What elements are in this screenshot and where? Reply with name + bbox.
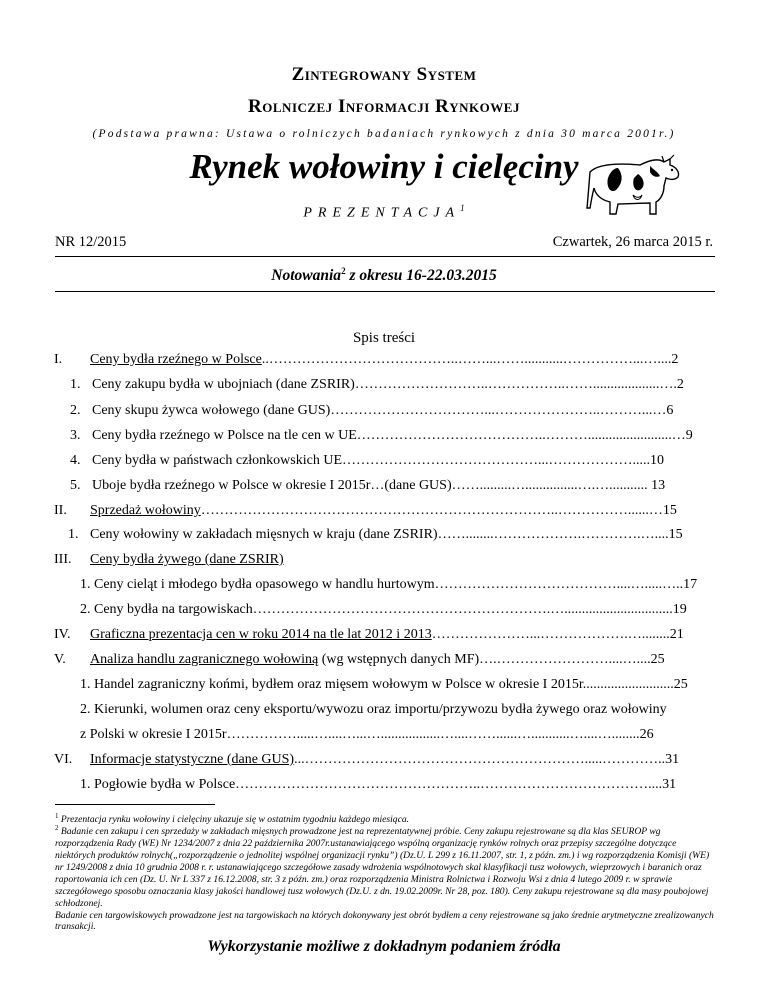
toc-entry[interactable] (90, 552, 715, 568)
toc-entry-text: 1. Handel zagraniczny końmi, bydłem oraz mięsem wołowym w Polsce w okresie I 2015r (80, 677, 583, 692)
toc-num: I. (54, 352, 63, 367)
toc-entry-page: 17 (683, 577, 698, 592)
toc-entry[interactable] (92, 377, 715, 393)
toc-entry-dots: …………………………………....….....….. (434, 577, 684, 592)
footnote-1-number: 1 (55, 812, 59, 820)
footnote-3-text: Badanie cen targowiskowych prowadzone jest na targowiskach na których dokonywany jest obrót bydłem a ceny rejestrowane są jako średnie arytmetyczne zrealizowanych transakcji. (55, 909, 714, 933)
toc-entry-text: 2. Kierunki, wolumen oraz ceny eksportu/wywozu oraz importu/przywozu bydła żywego oraz wołowiny (80, 702, 667, 717)
toc-entry[interactable] (80, 602, 715, 618)
footnote-divider (55, 804, 215, 805)
toc-entry-text-suffix: (wg wstępnych danych MF) (318, 652, 480, 667)
quotes-footnote-ref: 2 (341, 266, 346, 276)
toc-entry-text: Ceny bydła rzeźnego w Polsce (90, 352, 262, 367)
header-line-2: Rolniczej Informacji Rynkowej (248, 96, 520, 117)
toc-entry[interactable] (80, 727, 715, 743)
toc-entry-page: 19 (672, 602, 687, 617)
toc-entry[interactable] (90, 503, 715, 519)
toc-entry-dots: ……........……………….………….….... (437, 527, 669, 542)
subtitle-footnote-ref: 1 (460, 203, 465, 213)
divider-bottom (55, 291, 715, 292)
toc-entry-text: Analiza handlu zagranicznego wołowiną (90, 652, 319, 667)
toc-entry-dots: ...…………………………………………………….....………….. (294, 752, 666, 767)
footnote-1-text: Prezentacja rynku wołowiny i cielęciny ukazuje się w ostatnim tygodniu każdego miesiąca. (58, 814, 410, 826)
toc-entry-text: Graficzna prezentacja cen w roku 2014 na tle lat 2012 i 2013 (90, 627, 432, 642)
toc-entry-page: 2 (676, 377, 684, 392)
toc-entry-text: Informacje statystyczne (dane GUS) (90, 752, 295, 767)
toc-entry-page: 6 (666, 403, 674, 418)
usage-note: Wykorzystanie możliwe z dokładnym podaniem źródła (207, 938, 561, 955)
footnote-2-number: 2 (55, 824, 59, 832)
legal-basis: (Podstawa prawna: Ustawa o rolniczych badaniach rynkowych z dnia 30 marca 2001r.) (92, 128, 676, 140)
toc-num: V. (54, 652, 66, 667)
toc-entry-dots: …………………………………………………………………..……………......… (200, 503, 663, 518)
toc-num: 4. (70, 453, 81, 468)
toc-entry-page: 31 (662, 777, 677, 792)
toc-title: Spis treści (352, 330, 416, 346)
toc-entry-page: 13 (651, 478, 666, 493)
toc-entry-text: Ceny skupu żywca wołowego (dane GUS) (92, 403, 331, 418)
quotes-range: z okresu 16-22.03.2015 (345, 267, 497, 285)
toc-entry[interactable] (92, 428, 715, 444)
toc-entry-text: 2. Ceny bydła na targowiskach (80, 602, 253, 617)
toc-entry-page: 10 (650, 453, 664, 468)
toc-entry-text: Ceny bydła rzeźnego w Polsce na tle cen w UE (92, 428, 357, 443)
header-line-1: Zintegrowany System (291, 64, 477, 85)
toc-entry-dots: .......................... (582, 677, 674, 692)
toc-num: 2. (70, 403, 81, 418)
toc-num: 5. (70, 478, 81, 493)
toc-num: IV. (54, 627, 71, 642)
toc-entry-text: Ceny zakupu bydła w ubojniach (dane ZSRIR) (92, 377, 355, 392)
toc-entry-page: 21 (669, 627, 684, 642)
toc-entry-dots: ….……………………....….... (479, 652, 651, 667)
toc-entry[interactable] (92, 478, 715, 494)
toc-entry[interactable] (90, 527, 715, 543)
toc-entry-text: 1. Ceny cieląt i młodego bydła opasowego w handlu hurtowym (80, 577, 435, 592)
toc-entry-page: 26 (639, 727, 654, 742)
toc-entry-text: Ceny wołowiny w zakładach mięsnych w kraju (dane ZSRIR) (90, 527, 438, 542)
document-title: Rynek wołowiny i cielęciny (189, 147, 579, 186)
cow-icon (578, 150, 688, 222)
toc-num: 3. (70, 428, 81, 443)
toc-entry-text: 1. Pogłowie bydła w Polsce (80, 777, 236, 792)
toc-entry-text: Ceny bydła żywego (dane ZSRIR) (90, 552, 284, 567)
footnote-2 (55, 823, 715, 933)
toc-entry[interactable] (80, 577, 715, 593)
toc-num: II. (54, 503, 67, 518)
toc-num: 1. (70, 377, 81, 392)
toc-entry-text: Sprzedaż wołowiny (90, 503, 201, 518)
issue-date: Czwartek, 26 marca 2015 r. (552, 234, 713, 250)
toc-entry-page: 25 (650, 652, 665, 667)
toc-entry-dots: …….........…...............….…........... (451, 478, 652, 493)
toc-entry-dots: ..…………………………………..……...……...........……………...….... (261, 352, 672, 367)
toc-entry[interactable] (90, 627, 715, 643)
toc-entry[interactable] (92, 453, 715, 469)
toc-num: 1. (68, 527, 79, 542)
toc-entry-page: 2 (671, 352, 679, 367)
toc-num: VI. (54, 752, 73, 767)
toc-entry-page: 31 (665, 752, 680, 767)
toc-entry-page: 25 (673, 677, 688, 692)
toc-entry-dots: ……………………………………………………….…............................... (252, 602, 673, 617)
toc-entry-dots: …………….....…....…...….................…....……......…...........…....…........ (226, 727, 640, 742)
toc-entry[interactable] (80, 702, 715, 718)
toc-entry[interactable] (90, 352, 715, 368)
toc-entry-text: Ceny bydła w państwach członkowskich UE (92, 453, 342, 468)
toc-entry-dots: …………………...……………….…........ (431, 627, 670, 642)
toc-entry-dots: ……………………………………………..……………………………….... (235, 777, 663, 792)
quotes-label: Notowania (271, 267, 342, 285)
footnote-2-text: Badanie cen zakupu i cen sprzedaży w zakładach mięsnych prowadzone jest na reprezentatywnej próbie. Ceny zakupu rejestrowane są dla klas SEUROP wg rozporządzenia Rady (WE) Nr 1234/2007 z dnia 22 października 2007r.ustanawiającego wspólną organizację rynków rolnych oraz przepisy szczególne dotyczące niektórych produktów rolnych(„rozporządzenie o jednolitej wspólnej organizacji rynku”) (Dz.U. L 299 z 16.11.2007, str. 1, z późn. zm.) i wg rozporządzenia Komisji (WE) nr 1249/2008 z dnia 10 grudnia 2008 r. r. ustanawiającego szczegółowe zasady wdrożenia wspólnotowych skal klasyfikacji tusz wołowych, wieprzowych i baranich oraz raportowania ich cen (Dz. U. Nr L 337 z 16.12.2008, str. 3 z późn. zm.) oraz rozporządzenia Ministra Rolnictwa i Rozwoju Wsi z dnia 4 lutego 2009 r. w sprawie szczegółowego sposobu oznaczania klasy jakości handlowej tusz wołowych (Dz.U. z dn. 19.02.2009r. Nr 28, poz. 180). Ceny zakupu rejestrowane są dla masy poubojowej schłodzonej. (55, 826, 710, 909)
toc-num: III. (54, 552, 72, 567)
toc-entry-dots: …………………………………..………........................… (356, 428, 686, 443)
toc-entry-dots: ……………………………...…………………..………...… (330, 403, 667, 418)
toc-entry[interactable] (80, 777, 715, 793)
toc-entry-text: z Polski w okresie I 2015r (80, 727, 227, 742)
subtitle-text: PREZENTACJA (303, 205, 461, 221)
toc-entry-text: Uboje bydła rzeźnego w Polsce w okresie I 2015r…(dane GUS) (92, 478, 452, 493)
toc-entry-page: 9 (685, 428, 693, 443)
toc-entry-page: 15 (668, 527, 683, 542)
toc-entry[interactable] (80, 677, 715, 693)
issue-number: NR 12/2015 (55, 234, 127, 250)
toc-entry-dots: ……………………………………...………………..... (342, 453, 650, 468)
toc-entry-dots: ………………………..……………..……...................…. (354, 377, 677, 392)
toc-entry-page: 15 (662, 503, 677, 518)
toc-entry[interactable] (90, 652, 715, 668)
toc-entry[interactable] (90, 752, 715, 768)
divider-top (55, 256, 715, 257)
toc-entry[interactable] (92, 403, 715, 419)
quotes-period (0, 266, 768, 285)
